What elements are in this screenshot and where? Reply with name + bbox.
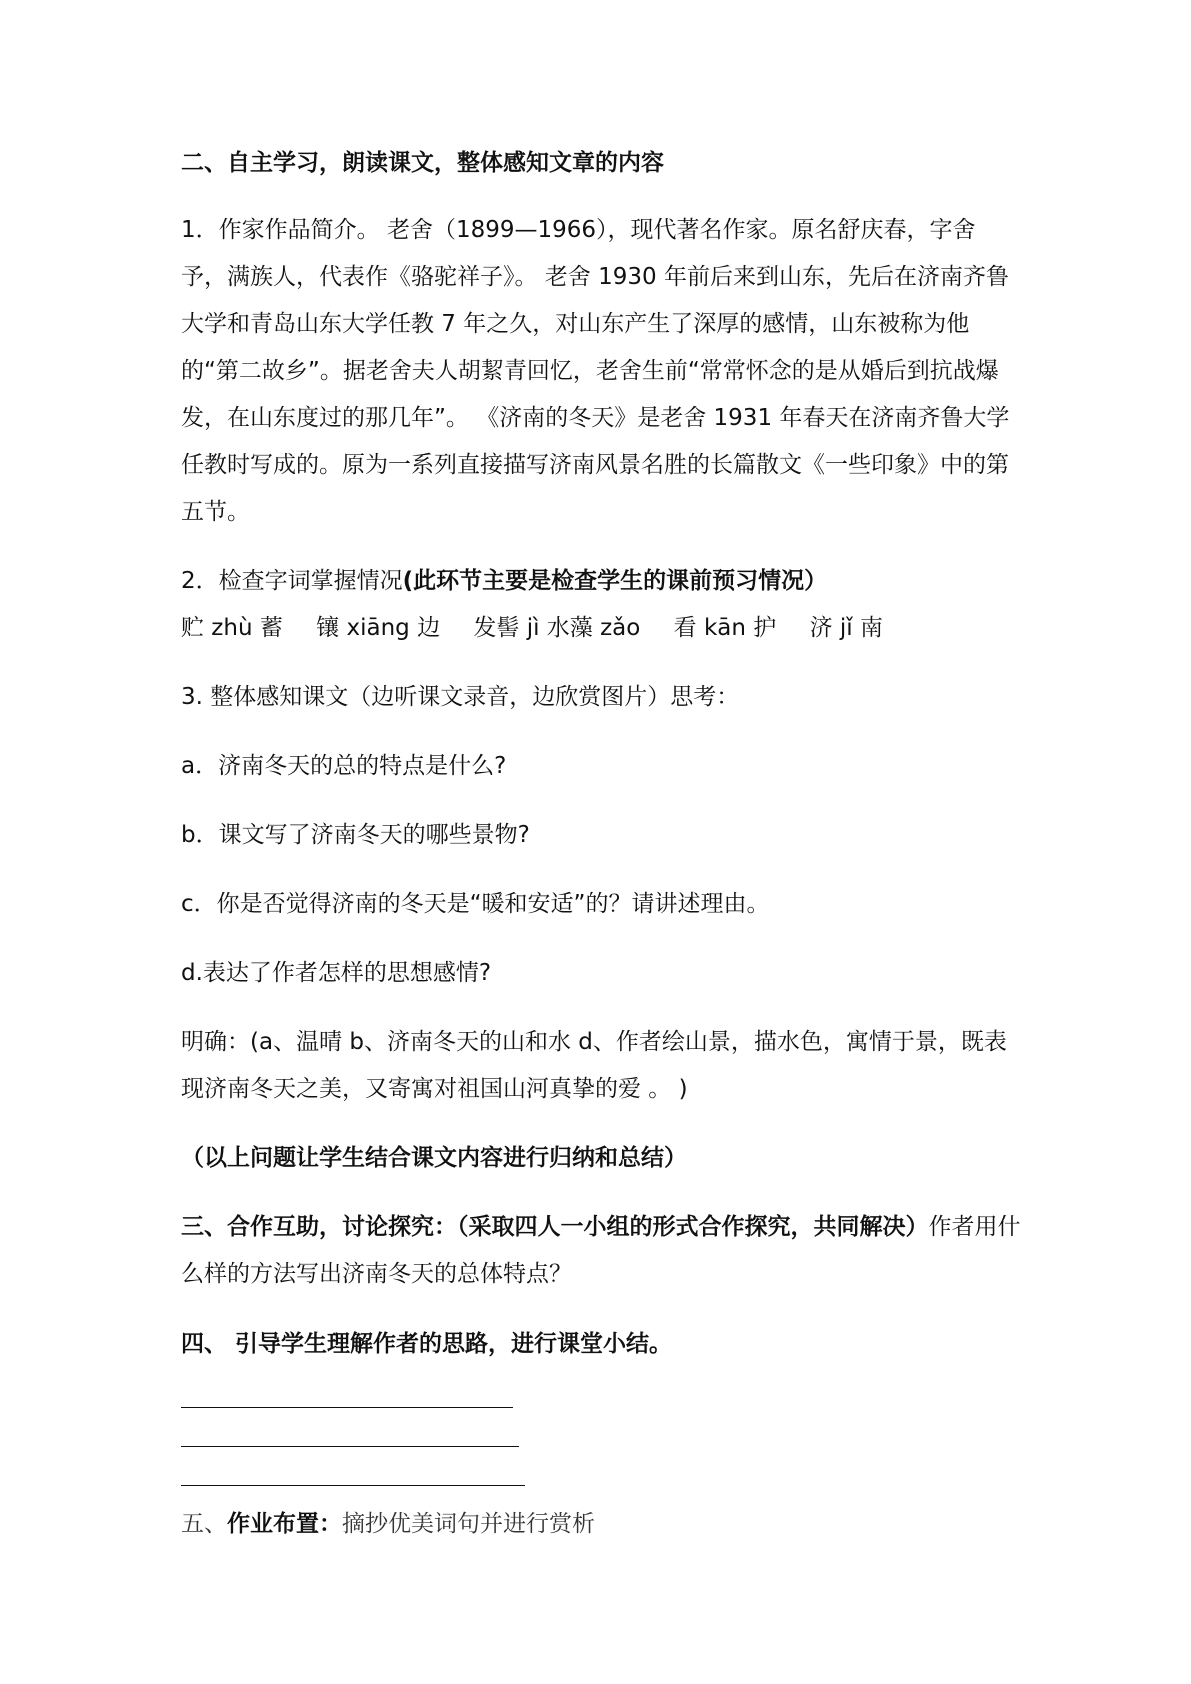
document-body (181, 140, 1021, 1548)
fill-in-blank-line (181, 1407, 513, 1408)
vocab-word: 贮 zhù 蓄 (181, 615, 283, 641)
summary-note: （以上问题让学生结合课文内容进行归纳和总结） (181, 1145, 687, 1171)
fill-in-blank-line (181, 1485, 525, 1486)
vocabulary-check-label: 2．检查字词掌握情况 (181, 568, 403, 594)
section-5-text: 摘抄优美词句并进行赏析 (342, 1511, 595, 1537)
vocab-word: 镶 xiāng 边 (316, 615, 441, 641)
section-2-heading: 二、自主学习，朗读课文，整体感知文章的内容 (181, 150, 664, 176)
section-5-prefix: 五、 (181, 1511, 227, 1537)
section-3-paragraph (181, 1204, 1021, 1298)
fill-in-blank-line (181, 1446, 519, 1447)
question-c: c．你是否觉得济南的冬天是“暖和安适”的？请讲述理由。 (181, 891, 770, 917)
question-d: d.表达了作者怎样的思想感情? (181, 960, 492, 986)
vocabulary-check-note: (此环节主要是检查学生的课前预习情况） (402, 568, 828, 594)
section-3-question: 作者用什么样的方法写出济南冬天的总体特点？ (181, 1214, 1021, 1287)
vocab-word: 发髻 jì 水藻 zǎo (473, 615, 641, 641)
vocabulary-check-item (181, 558, 1021, 605)
author-introduction-paragraph: 1．作家作品简介。 老舍（1899—1966），现代著名作家。原名舒庆春，字舍予，满族人，代表作《骆驼祥子》。 老舍 1930 年前后来到山东，先后在济南齐鲁大学和青岛山东大学任教 7 年之久，对山东产生了深厚的感情，山东被称为他的“第二故乡”。据老舍夫人胡絜青回忆，老舍生前“常常怀念的是从婚后到抗战爆发，在山东度过的那几年”。 《济南的冬天》是老舍 1931 年春天在济南齐鲁大学任教时写成的。原为一系列直接描写济南风景名胜的长篇散文《一些印象》中的第五节。 (181, 217, 1010, 525)
section-4-heading: 四、 引导学生理解作者的思路，进行课堂小结。 (181, 1330, 673, 1357)
vocab-word: 济 jǐ 南 (809, 615, 883, 641)
section-5-label: 作业布置： (227, 1510, 342, 1537)
vocabulary-list (181, 605, 1021, 652)
answer-paragraph: 明确：(a、温晴 b、济南冬天的山和水 d、作者绘山景，描水色，寓情于景，既表现济南冬天之美，又寄寓对祖国山河真挚的爱 。 ) (181, 1029, 1007, 1102)
question-a: a．济南冬天的总的特点是什么? (181, 753, 507, 779)
question-b: b．课文写了济南冬天的哪些景物? (181, 822, 530, 848)
vocab-word: 看 kān 护 (673, 615, 777, 641)
section-5-homework (181, 1500, 1021, 1548)
overall-perception-item: 3. 整体感知课文（边听课文录音，边欣赏图片）思考： (181, 684, 740, 710)
section-3-heading: 三、合作互助，讨论探究：（采取四人一小组的形式合作探究，共同解决） (181, 1214, 929, 1240)
